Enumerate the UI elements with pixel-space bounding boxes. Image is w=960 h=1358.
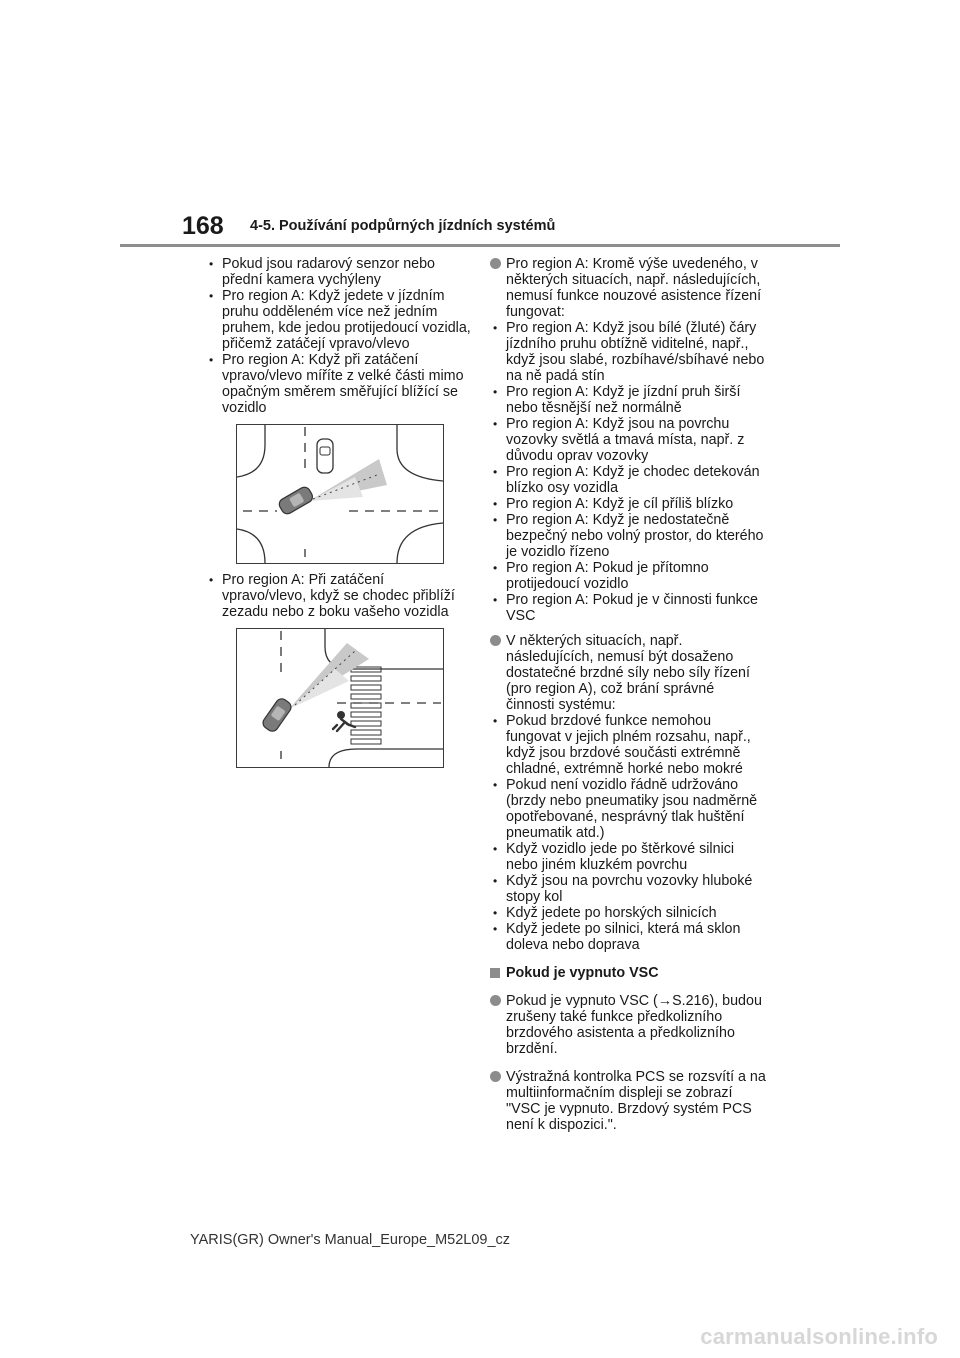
list-item: • Pro region A: Když je cíl příliš blízko	[490, 496, 766, 512]
list-item: • Když jedete po silnici, která má sklon doleva nebo doprava	[490, 921, 766, 953]
watermark: carmanualsonline.info	[700, 1324, 938, 1349]
square-bullet-icon	[490, 968, 500, 978]
pedestrian-crossing-figure	[236, 628, 444, 768]
list-item: • Pro region A: Když je nedostatečně bezpečný nebo volný prostor, do kterého je vozidlo řízeno	[490, 512, 766, 560]
list-item: • Když vozidlo jede po štěrkové silnici nebo jiném kluzkém povrchu	[490, 841, 766, 873]
bullet-dot-icon	[490, 635, 501, 646]
list-item: • Pokud brzdové funkce nemohou fungovat v jejich plném rozsahu, např., když jsou brzdové součásti extrémně chladné, extrémně horké nebo mokré	[490, 713, 766, 777]
note-1-bullet-list	[490, 320, 766, 624]
list-item: • Pro region A: Když jedete v jízdním pruhu odděleném více než jedním pruhem, kde jedou protijedoucí vozidla, přičemž zatáčejí vpravo/vlevo	[206, 288, 472, 352]
header-divider	[120, 244, 840, 247]
bullet-dot-icon	[490, 258, 501, 269]
list-item: • Pro region A: Když jsou bílé (žluté) čáry jízdního pruhu obtížně viditelné, např., když jsou slabé, rozbíhavé/sbíhavé nebo na ně padá stín	[490, 320, 766, 384]
heading-text: Pokud je vypnuto VSC	[506, 965, 659, 981]
list-item: • Pro region A: Pokud je v činnosti funkce VSC	[490, 592, 766, 624]
list-item: • Pro region A: Když je chodec detekován blízko osy vozidla	[490, 464, 766, 496]
paragraph-text: Pokud je vypnuto VSC (→S.216), budou zrušeny také funkce předkolizního brzdového asistenta a předkolizního brzdění.	[506, 993, 762, 1057]
vsc-off-heading	[490, 965, 766, 981]
note-paragraph-1	[490, 256, 766, 624]
paragraph-text: Výstražná kontrolka PCS se rozsvítí a na multiinformačním displeji se zobrazí "VSC je vypnuto. Brzdový systém PCS není k dispozici.".	[506, 1069, 766, 1133]
note-2-bullet-list	[490, 713, 766, 953]
list-item: • Pro region A: Při zatáčení vpravo/vlevo, když se chodec přiblíží zezadu nebo z boku vašeho vozidla	[206, 572, 472, 620]
list-item: • Když jedete po horských silnicích	[490, 905, 766, 921]
paragraph-text: Pro region A: Kromě výše uvedeného, v některých situacích, např. následujících, nemusí funkce nouzové asistence řízení fungovat:	[506, 256, 762, 320]
list-item: • Pokud jsou radarový senzor nebo přední kamera vychýleny	[206, 256, 472, 288]
bullet-dot-icon	[490, 1071, 501, 1082]
list-item: • Pro region A: Pokud je přítomno protijedoucí vozidlo	[490, 560, 766, 592]
left-bullet-list-2	[206, 572, 472, 620]
page-number: 168	[182, 212, 224, 240]
list-item: • Pro region A: Když jsou na povrchu vozovky světlá a tmavá místa, např. z důvodu oprav vozovky	[490, 416, 766, 464]
list-item: • Pro region A: Když je jízdní pruh širší nebo těsnější než normálně	[490, 384, 766, 416]
right-column	[490, 256, 766, 1133]
note-paragraph-4	[490, 1069, 766, 1133]
left-column	[206, 256, 472, 776]
intersection-turning-figure	[236, 424, 444, 564]
bullet-dot-icon	[490, 995, 501, 1006]
list-item: • Pokud není vozidlo řádně udržováno (brzdy nebo pneumatiky jsou nadměrně opotřebované, nesprávný tlak huštění pneumatik atd.)	[490, 777, 766, 841]
paragraph-text: V některých situacích, např. následujících, nemusí být dosaženo dostatečné brzdné síly nebo síly řízení (pro region A), což brání správné činnosti systému:	[506, 633, 750, 713]
left-bullet-list-1	[206, 256, 472, 416]
list-item: • Když jsou na povrchu vozovky hluboké stopy kol	[490, 873, 766, 905]
section-title: 4-5. Používání podpůrných jízdních systémů	[250, 218, 556, 234]
note-paragraph-2	[490, 633, 766, 953]
note-paragraph-3	[490, 993, 766, 1057]
footer-manual-id: YARIS(GR) Owner's Manual_Europe_M52L09_cz	[190, 1232, 511, 1248]
list-item: • Pro region A: Když při zatáčení vpravo/vlevo míříte z velké části mimo opačným směrem směřující blížící se vozidlo	[206, 352, 472, 416]
